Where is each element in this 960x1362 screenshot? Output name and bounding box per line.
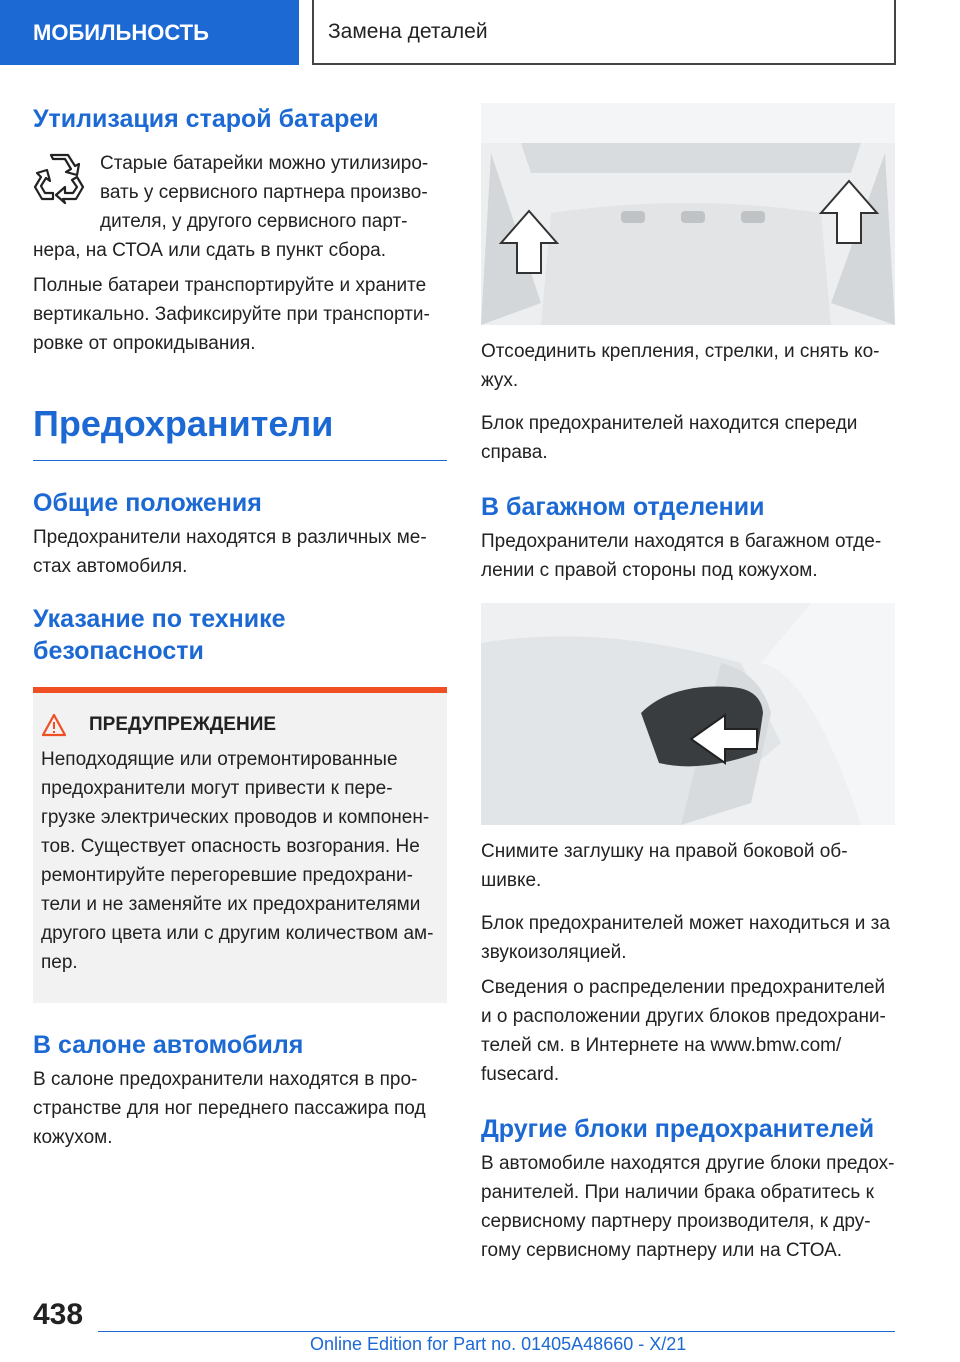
fuses-heading: Предохранители <box>33 403 334 444</box>
warning-title: ПРЕДУПРЕЖДЕНИЕ <box>89 714 277 735</box>
battery-line-4: нера, на СТОА или сдать в пункт сбора. <box>33 240 386 261</box>
section-label: МОБИЛЬНОСТЬ <box>33 19 209 45</box>
warning-box <box>33 687 447 1003</box>
battery-block <box>33 149 447 265</box>
right-column <box>481 103 895 1265</box>
caption-behind-insulation: Блок предохранителей может находиться и за звукоизоляцией. <box>481 913 890 963</box>
interior-text: В салоне предохранители находятся в пространстве для ног переднего пассажира под кожухом. <box>33 1069 426 1148</box>
trunk-photo-drawing <box>481 603 895 825</box>
general-heading: Общие положения <box>33 489 262 517</box>
battery-line-2: вать у сервисного партнера произво- <box>100 182 428 203</box>
page-number: 438 <box>33 1298 84 1331</box>
battery-text-2: Полные батареи транспортируйте и храните вертикально. Зафиксируйте при транспортировке от опрокидывания. <box>33 275 430 354</box>
left-column <box>33 103 447 1152</box>
other-heading: Другие блоки предохранителей <box>481 1115 875 1143</box>
section-rule <box>33 460 447 461</box>
warning-text: Неподходящие или отремонтированные предохранители могут привести к перегрузке электрических проводов и компонентов. Существует опасность возгорания. Не ремонтируйте перегоревшие предохранители и не заменяйте их предохранителями другого цвета или с другим количеством ампер. <box>41 749 434 973</box>
safety-heading: Указание по технике безопасности <box>33 605 286 665</box>
trunk-photo <box>481 603 895 825</box>
caption-remove-cover: Отсоединить крепления, стрелки, и снять кожух. <box>481 341 880 391</box>
warning-triangle-icon <box>41 713 67 737</box>
caption-fuse-location: Блок предохранителей находится спереди справа. <box>481 413 858 463</box>
battery-line-1: Старые батарейки можно утилизиро- <box>100 153 429 174</box>
battery-text-1 <box>33 149 447 265</box>
trunk-heading: В багажном отделении <box>481 493 765 521</box>
cover-photo <box>481 103 895 325</box>
interior-heading: В салоне автомобиля <box>33 1031 304 1059</box>
recycle-icon <box>33 153 85 205</box>
trunk-text: Предохранители находятся в багажном отделении с правой стороны под кожухом. <box>481 531 882 581</box>
section-tab <box>0 0 299 65</box>
battery-heading: Утилизация старой батареи <box>33 105 379 133</box>
cover-photo-drawing <box>481 103 895 325</box>
caption-remove-cap: Снимите заглушку на правой боковой обшивке. <box>481 841 848 891</box>
edition-note: Online Edition for Part no. 01405A48660 - X/21 <box>310 1334 687 1354</box>
chapter-title-label: Замена деталей <box>328 19 488 43</box>
other-text: В автомобиле находятся другие блоки предохранителей. При наличии брака обратитесь к сервисному партнеру производителя, к другому сервисному партнеру или на СТОА. <box>481 1153 895 1261</box>
footer-rule <box>98 1331 895 1332</box>
chapter-title <box>312 0 896 65</box>
caption-fusecard: Сведения о распределении предохранителей и о расположении других блоков предохранителей см. в Интернете на www.bmw.com/ fusecard. <box>481 977 886 1085</box>
warning-header <box>33 693 447 745</box>
general-text: Предохранители находятся в различных местах автомобиля. <box>33 527 427 577</box>
battery-line-3: дителя, у другого сервисного парт- <box>100 211 408 232</box>
